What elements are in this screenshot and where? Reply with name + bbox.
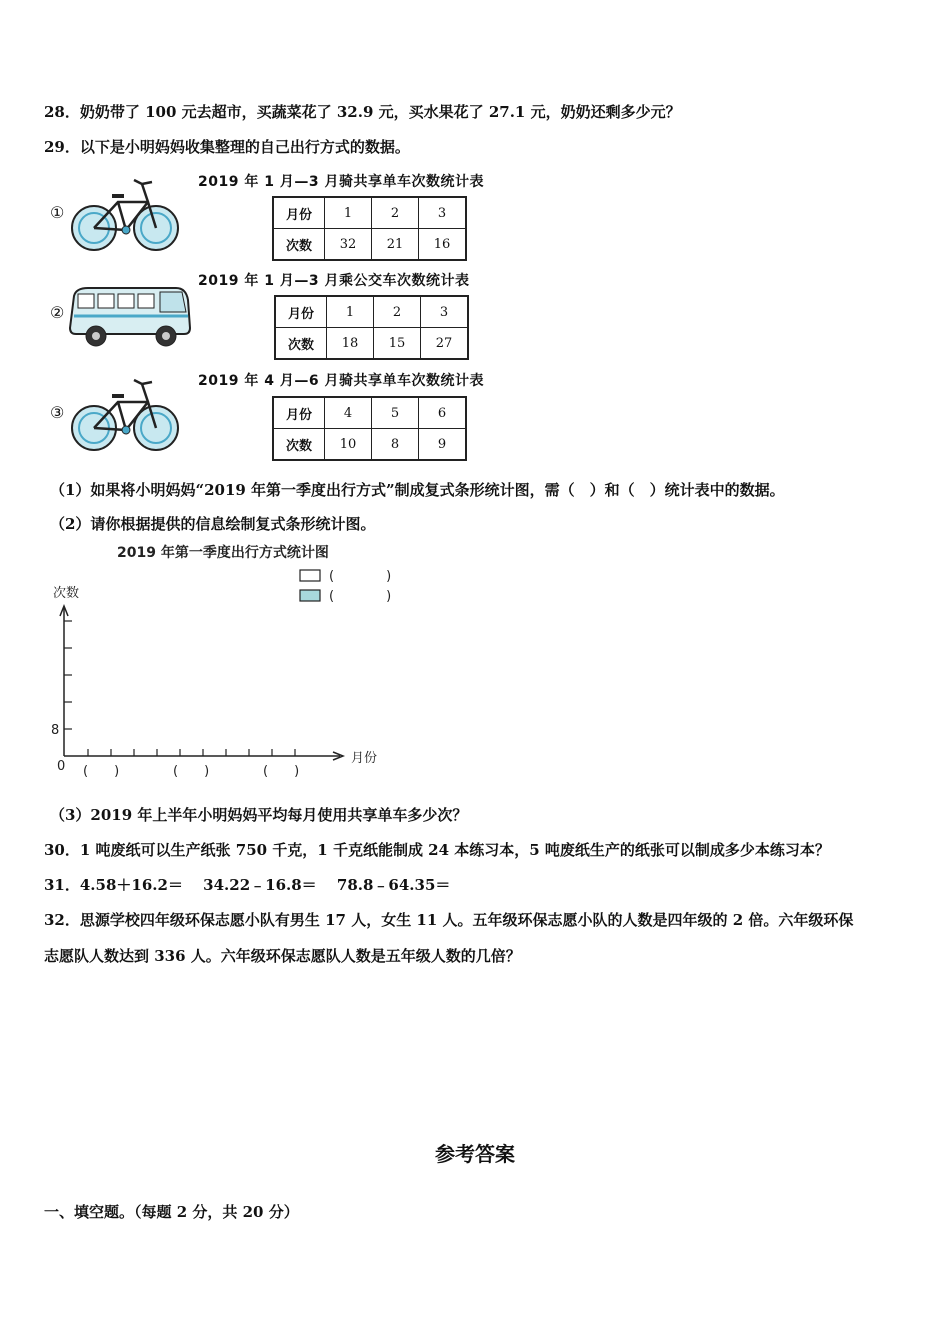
table-cell: 16: [419, 229, 467, 261]
table-cell: 3: [421, 296, 469, 328]
table-cell: 1: [325, 197, 372, 229]
marker-1: ①: [50, 203, 65, 222]
table-cell: 9: [419, 429, 467, 461]
question-28: 28．奶奶带了 100 元去超市，买蔬菜花了 32.9 元，买水果花了 27.1 元，奶奶还剩多少元？: [44, 103, 681, 121]
question-32-line-2: 志愿队人数达到 336 人。六年级环保志愿队人数是五年级人数的几倍？: [44, 947, 521, 965]
table-row: [275, 328, 468, 360]
table-2-title: 2019 年 1 月—3 月乘公交车次数统计表: [198, 273, 470, 289]
marker-2: ②: [50, 303, 65, 322]
table-cell: 月份: [273, 397, 325, 429]
table-cell: 21: [372, 229, 419, 261]
table-row: [273, 429, 466, 461]
table-1: [272, 196, 467, 261]
table-cell: 月份: [275, 296, 327, 328]
bicycle-icon: [66, 172, 184, 256]
bus-icon: [66, 282, 194, 350]
table-cell: 4: [325, 397, 372, 429]
table-row: [273, 229, 466, 261]
table-cell: 2: [372, 197, 419, 229]
table-row: [275, 296, 468, 328]
table-cell: 月份: [273, 197, 325, 229]
y-axis-label: 次数: [53, 586, 80, 601]
table-2: [274, 295, 469, 360]
question-29-2: （2）请你根据提供的信息绘制复式条形统计图。: [50, 515, 376, 533]
x-axis-label: 月份: [351, 751, 378, 766]
table-cell: 次数: [273, 429, 325, 461]
y-tick-label: 8: [51, 723, 60, 738]
table-row: [273, 397, 466, 429]
table-1-title: 2019 年 1 月—3 月骑共享单车次数统计表: [198, 174, 484, 190]
question-32-line-1: 32．思源学校四年级环保志愿小队有男生 17 人，女生 11 人。五年级环保志愿小队的人数是四年级的 2 倍。六年级环保: [44, 911, 854, 929]
question-31: 31．4.58＋16.2＝ 34.22﹣16.8＝ 78.8﹣64.35＝: [44, 876, 451, 894]
blank-bar-chart: [40, 538, 440, 782]
legend-label-1: ( ): [329, 569, 392, 584]
table-cell: 18: [327, 328, 374, 360]
answer-title: 参考答案: [435, 1142, 515, 1166]
table-cell: 次数: [273, 229, 325, 261]
table-cell: 15: [374, 328, 421, 360]
table-row: [273, 197, 466, 229]
x-tick-label: ( ): [263, 764, 300, 779]
origin-label: 0: [57, 759, 66, 774]
table-cell: 次数: [275, 328, 327, 360]
marker-3: ③: [50, 403, 65, 422]
table-cell: 10: [325, 429, 372, 461]
question-30: 30．1 吨废纸可以生产纸张 750 千克，1 千克纸能制成 24 本练习本，5 吨废纸生产的纸张可以制成多少本练习本？: [44, 841, 830, 859]
table-cell: 2: [374, 296, 421, 328]
category-labels: [83, 764, 299, 779]
table-cell: 5: [372, 397, 419, 429]
table-cell: 6: [419, 397, 467, 429]
question-29: 29．以下是小明妈妈收集整理的自己出行方式的数据。: [44, 138, 410, 156]
question-29-1: （1）如果将小明妈妈“2019 年第一季度出行方式”制成复式条形统计图，需（ ）和（ ）统计表中的数据。: [50, 481, 785, 499]
question-29-3: （3）2019 年上半年小明妈妈平均每月使用共享单车多少次？: [50, 806, 468, 824]
section-1-heading: 一、填空题。（每题 2 分，共 20 分）: [44, 1203, 299, 1221]
table-cell: 3: [419, 197, 467, 229]
table-cell: 32: [325, 229, 372, 261]
x-tick-label: ( ): [173, 764, 210, 779]
legend-label-2: ( ): [329, 589, 392, 604]
table-3-title: 2019 年 4 月—6 月骑共享单车次数统计表: [198, 373, 484, 389]
legend-swatch-1: [300, 570, 320, 581]
table-cell: 8: [372, 429, 419, 461]
chart-axes: [60, 606, 343, 760]
chart-title: 2019 年第一季度出行方式统计图: [117, 545, 329, 561]
bicycle-icon: [66, 372, 184, 456]
legend-swatch-2: [300, 590, 320, 601]
table-cell: 1: [327, 296, 374, 328]
table-3: [272, 396, 467, 461]
x-tick-label: ( ): [83, 764, 120, 779]
table-cell: 27: [421, 328, 469, 360]
